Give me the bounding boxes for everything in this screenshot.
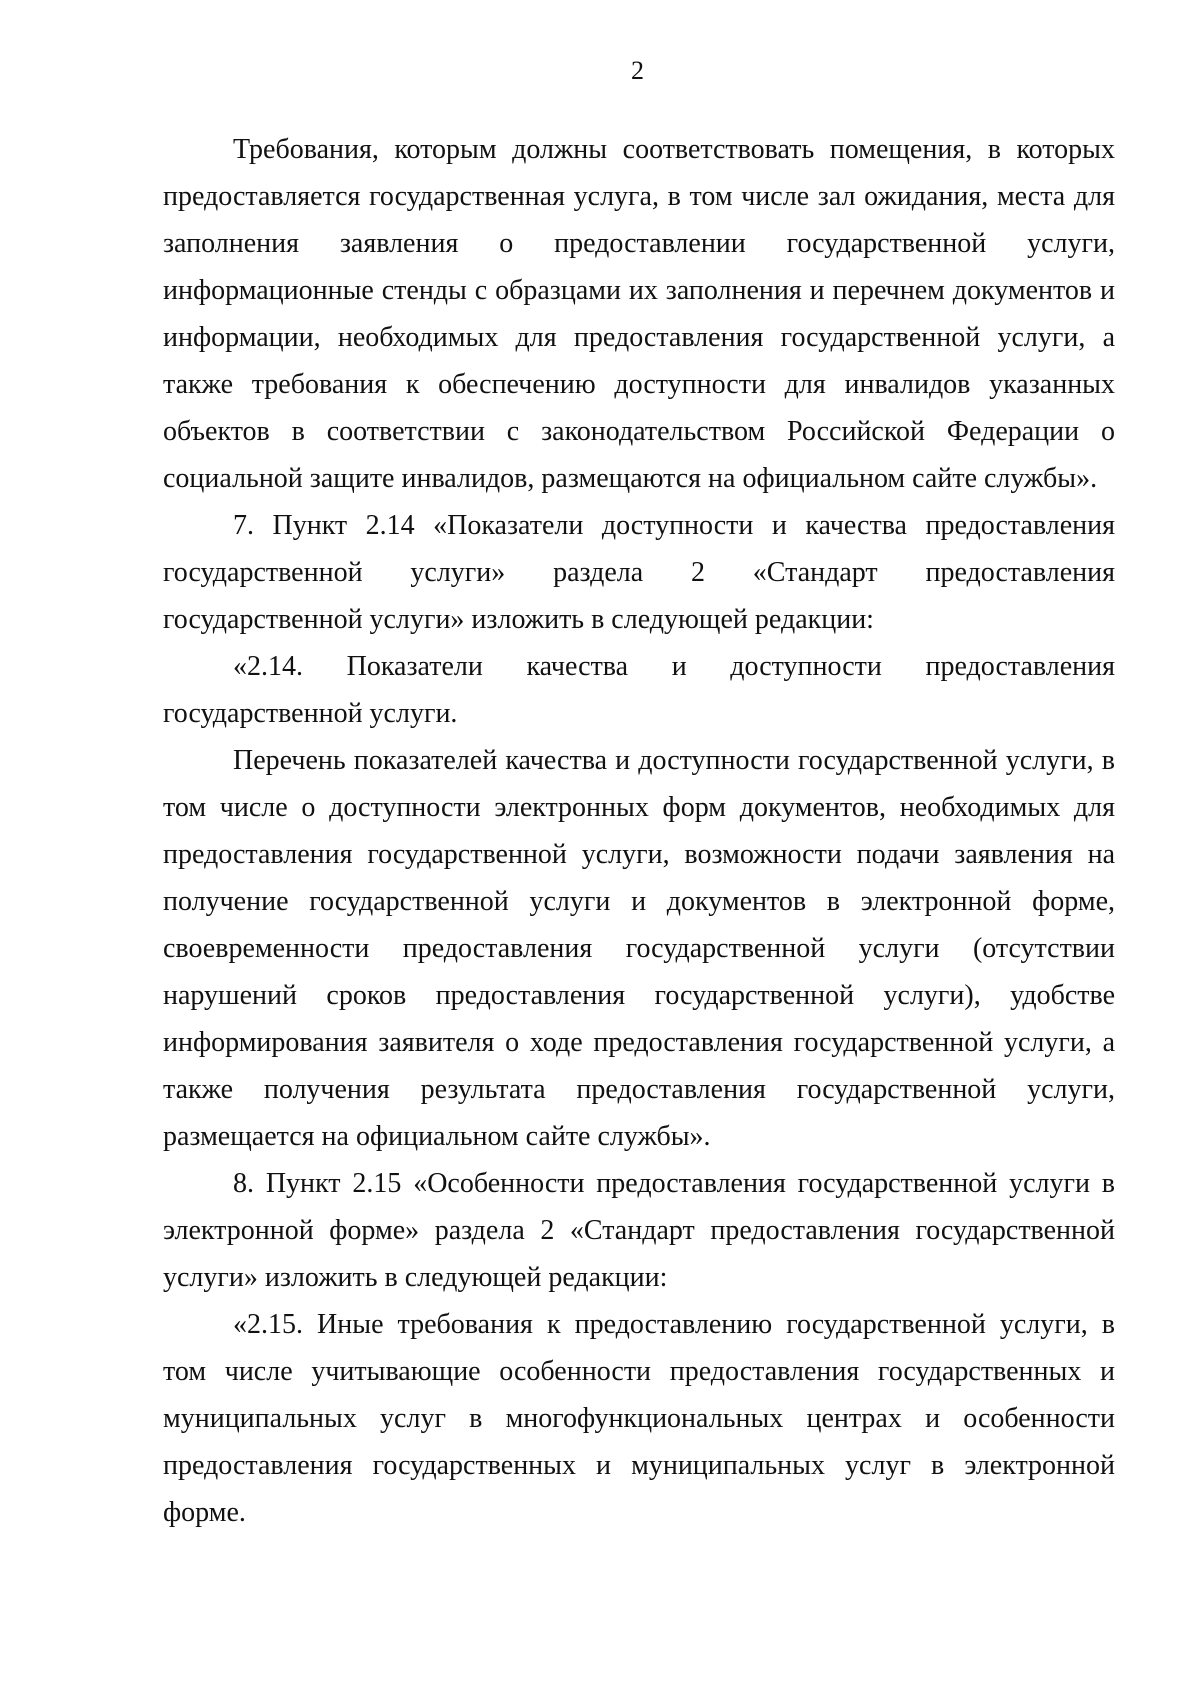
paragraph-premises-requirements: Требования, которым должны соответствовать помещения, в которых предоставляется государственная услуга, в том числе зал ожидания, места для заполнения заявления о предоставлении государственной услуги, информационные стенды с образцами их заполнения и перечнем документов и информации, необходимых для предоставления государственной услуги, а также требования к обеспечению доступности для инвалидов указанных объектов в соответствии с законодательством Российской Федерации о социальной защите инвалидов, размещаются на официальном сайте службы».: [163, 134, 1115, 494]
document-body: [163, 126, 1115, 1536]
page-number: 2: [631, 56, 644, 85]
paragraph-2-14-heading: «2.14. Показатели качества и доступности предоставления государственной услуги.: [163, 651, 1115, 729]
paragraph-quality-indicators: Перечень показателей качества и доступности государственной услуги, в том числе о доступности электронных форм документов, необходимых для предоставления государственной услуги, возможности подачи заявления на получение государственной услуги и документов в электронной форме, своевременности предоставления государственной услуги (отсутствии нарушений сроков предоставления государственной услуги), удобстве информирования заявителя о ходе предоставления государственной услуги, а также получения результата предоставления государственной услуги, размещается на официальном сайте службы».: [163, 745, 1115, 1152]
paragraph-item-7: 7. Пункт 2.14 «Показатели доступности и качества предоставления государственной услуги» раздела 2 «Стандарт предоставления государственной услуги» изложить в следующей редакции:: [163, 510, 1115, 635]
paragraph-item-8: 8. Пункт 2.15 «Особенности предоставления государственной услуги в электронной форме» раздела 2 «Стандарт предоставления государственной услуги» изложить в следующей редакции:: [163, 1168, 1115, 1293]
paragraph-2-15: «2.15. Иные требования к предоставлению государственной услуги, в том числе учитывающие особенности предоставления государственных и муниципальных услуг в многофункциональных центрах и особенности предоставления государственных и муниципальных услуг в электронной форме.: [163, 1309, 1115, 1528]
